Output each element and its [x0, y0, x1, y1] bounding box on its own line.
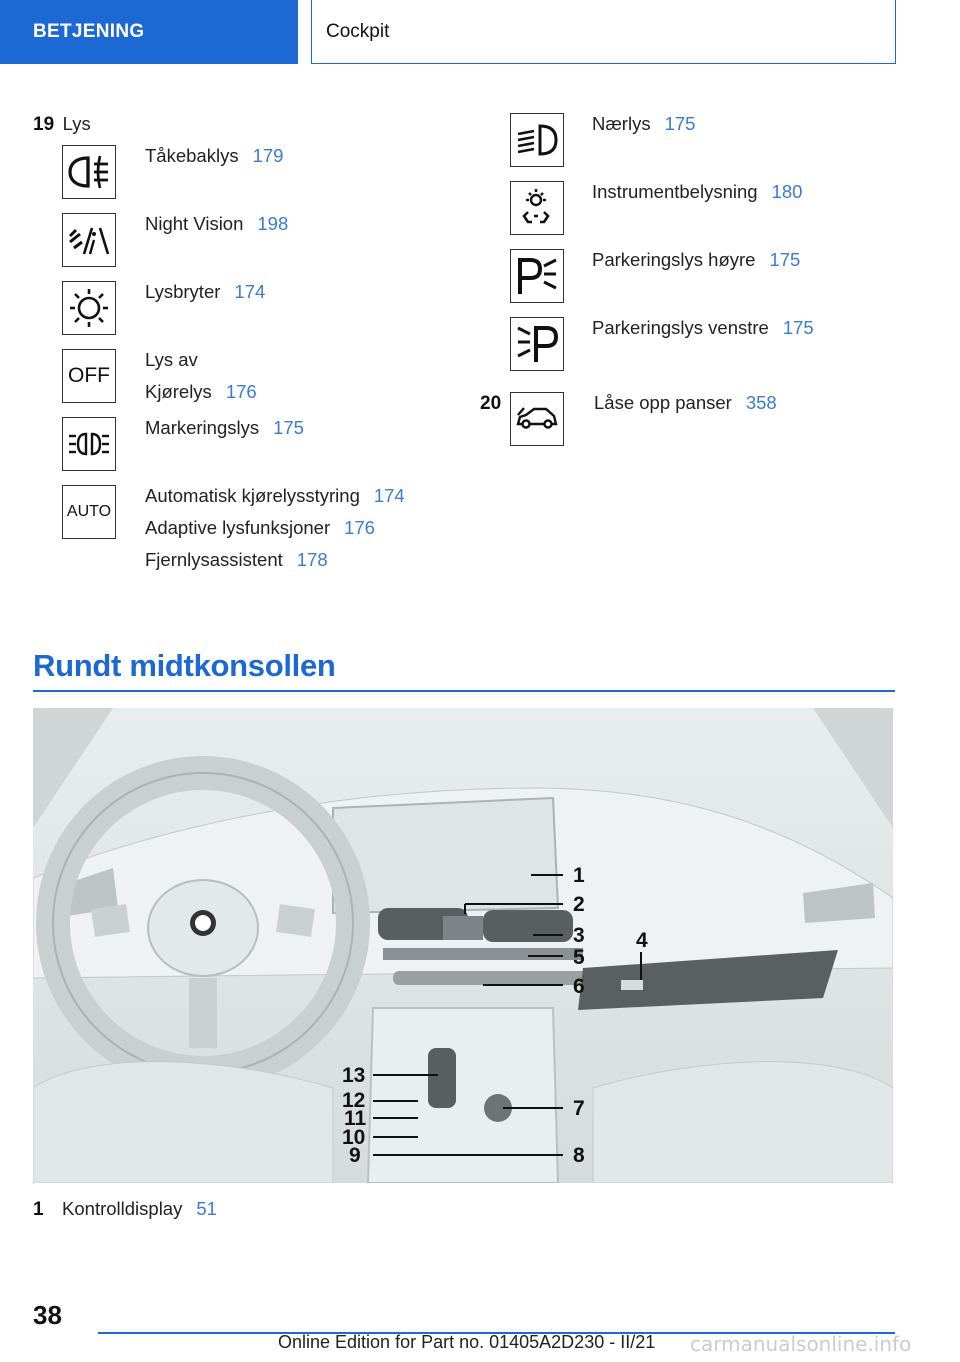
callout-5: 5 — [573, 946, 585, 969]
entry-label: Fjernlysassistent — [145, 549, 283, 570]
callout-2: 2 — [573, 893, 585, 916]
side-marker-light-icon — [62, 417, 116, 471]
page-ref-link[interactable]: 176 — [225, 381, 257, 402]
entry-label: Markeringslys — [145, 417, 260, 438]
callout-12: 12 — [342, 1089, 366, 1112]
entry-label: Låse opp panser — [594, 392, 732, 413]
callout-1: 1 — [573, 864, 585, 887]
header-section-tab: BETJENING — [0, 0, 298, 64]
icon-label: OFF — [68, 364, 110, 387]
entry-label: Lys av — [145, 349, 198, 370]
entry-hood-release — [594, 392, 777, 414]
icon-label: AUTO — [66, 503, 112, 520]
night-vision-icon — [62, 213, 116, 267]
item-number: 20 — [480, 393, 502, 414]
page-ref-link[interactable]: 198 — [257, 213, 289, 234]
entry-label: Lysbryter — [145, 281, 221, 302]
lights-off-icon — [62, 349, 116, 403]
page-ref-link[interactable]: 51 — [196, 1198, 217, 1219]
entry-low-beam — [592, 113, 695, 135]
watermark: carmanualsonline.info — [690, 1332, 912, 1356]
entry-label: Nærlys — [592, 113, 651, 134]
list-item-label: Kontrolldisplay — [62, 1198, 183, 1219]
entry-label: Kjørelys — [145, 381, 212, 402]
callout-4: 4 — [636, 929, 648, 952]
callout-9: 9 — [349, 1144, 361, 1167]
callout-13: 13 — [342, 1064, 366, 1087]
callout-11: 11 — [344, 1107, 367, 1130]
entry-label: Instrumentbelysning — [592, 181, 758, 202]
page-ref-link[interactable]: 175 — [782, 317, 814, 338]
instrument-lighting-icon — [510, 181, 564, 235]
entry-adaptive-lights — [145, 517, 375, 539]
callout-3: 3 — [573, 924, 585, 947]
entry-parking-light-left — [592, 317, 814, 339]
hood-release-icon — [510, 392, 564, 446]
callout-7: 7 — [573, 1097, 585, 1120]
entry-auto-lights — [145, 485, 405, 507]
page-number: 38 — [33, 1300, 62, 1330]
section-title: Rundt midtkonsollen — [33, 648, 336, 683]
callout-6: 6 — [573, 975, 585, 998]
section-divider — [33, 690, 895, 692]
entry-light-switch — [145, 281, 265, 303]
list-item-number: 1 — [33, 1199, 44, 1220]
entry-rear-fog — [145, 145, 283, 167]
entry-label: Parkeringslys høyre — [592, 249, 756, 270]
page-ref-link[interactable]: 180 — [771, 181, 803, 202]
header-chapter-title: Cockpit — [311, 0, 896, 64]
page-ref-link[interactable]: 174 — [373, 485, 405, 506]
item-19-heading — [33, 113, 91, 136]
entry-instrument-lighting — [592, 181, 802, 203]
entry-side-marker — [145, 417, 304, 439]
page-ref-link[interactable]: 174 — [234, 281, 266, 302]
page-ref-link[interactable]: 175 — [664, 113, 696, 134]
callout-8: 8 — [573, 1144, 585, 1167]
rear-fog-light-icon — [62, 145, 116, 199]
entry-parking-light-right — [592, 249, 800, 271]
callout-10: 10 — [342, 1126, 366, 1149]
parking-light-right-icon — [510, 249, 564, 303]
page-ref-link[interactable]: 176 — [344, 517, 375, 538]
item-label: Lys — [62, 113, 91, 134]
parking-light-left-icon — [510, 317, 564, 371]
entry-daytime-lights — [145, 381, 257, 403]
page-ref-link[interactable]: 179 — [252, 145, 284, 166]
list-item — [33, 1198, 217, 1221]
item-number: 19 — [33, 114, 55, 135]
entry-night-vision — [145, 213, 288, 235]
page-ref-link[interactable]: 175 — [273, 417, 304, 438]
cockpit-illustration — [33, 708, 893, 1183]
low-beam-icon — [510, 113, 564, 167]
page-ref-link[interactable]: 178 — [296, 549, 328, 570]
footer-edition: Online Edition for Part no. 01405A2D230 - II/21 — [278, 1332, 656, 1352]
page-ref-link[interactable]: 358 — [745, 392, 777, 413]
entry-high-beam-assistant — [145, 549, 328, 571]
entry-lights-off — [145, 349, 198, 371]
entry-label: Night Vision — [145, 213, 244, 234]
page-ref-link[interactable]: 175 — [769, 249, 801, 270]
entry-label: Automatisk kjørelysstyring — [145, 485, 360, 506]
light-switch-icon — [62, 281, 116, 335]
entry-label: Adaptive lysfunksjoner — [145, 517, 331, 538]
entry-label: Tåkebaklys — [145, 145, 239, 166]
entry-label: Parkeringslys venstre — [592, 317, 769, 338]
auto-light-icon — [62, 485, 116, 539]
